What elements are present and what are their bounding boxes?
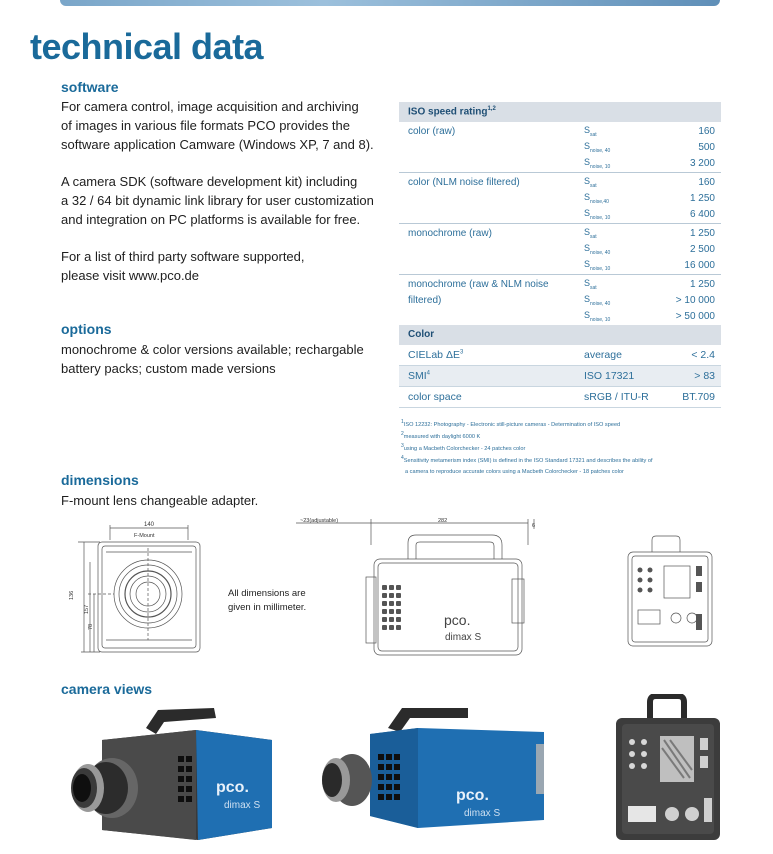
iso-row — [399, 257, 721, 273]
iso-metric-subscript: sat — [590, 233, 597, 240]
iso-metric-subscript: noise, 10 — [590, 214, 611, 221]
iso-group — [399, 275, 721, 326]
iso-table-header-sup: 1,2 — [487, 106, 496, 112]
iso-row-metric — [584, 227, 654, 240]
color-row-method: average — [584, 349, 622, 361]
front-height-3-label: 78 — [88, 623, 94, 630]
iso-row-value: > 10 000 — [675, 294, 715, 306]
color-row — [399, 366, 721, 387]
iso-metric-symbol: S — [584, 140, 591, 151]
camera-2-brand: pco. — [456, 787, 489, 804]
options-heading: options — [61, 321, 112, 337]
iso-row-label: monochrome (raw) — [408, 227, 492, 239]
software-paragraph-3 — [61, 247, 305, 285]
text-line: please visit www.pco.de — [61, 268, 200, 283]
color-row-value: > 83 — [694, 370, 715, 382]
iso-group — [399, 173, 721, 224]
footnote — [401, 465, 731, 477]
text-line: All dimensions are — [228, 588, 306, 599]
iso-row-metric — [584, 176, 654, 189]
iso-row — [399, 276, 721, 292]
iso-row-metric — [584, 141, 654, 154]
iso-metric-subscript: noise, 10 — [590, 265, 611, 272]
text-line: A camera SDK (software development kit) including — [61, 174, 358, 189]
color-row-label — [399, 349, 584, 361]
software-heading: software — [61, 79, 119, 95]
iso-row-value: 3 200 — [689, 157, 715, 169]
iso-row-value: > 50 000 — [675, 310, 715, 322]
front-view-drawing — [64, 518, 204, 662]
camera-photo-front — [66, 700, 280, 844]
front-width-label: 140 — [144, 522, 155, 528]
side-brand-label: pco. — [444, 612, 471, 628]
iso-row-metric — [584, 125, 654, 138]
options-paragraph — [61, 340, 364, 378]
iso-row — [399, 225, 721, 241]
footnote-text: measured with daylight 6000 K — [403, 433, 481, 440]
iso-metric-subscript: noise, 10 — [590, 316, 611, 323]
text-line: For a list of third party software supported, — [61, 249, 305, 264]
footnotes — [401, 418, 731, 477]
footnote-number: 3 — [401, 442, 404, 449]
camera-1-model: dimax S — [224, 800, 261, 811]
iso-metric-symbol: S — [584, 309, 591, 320]
iso-row-label: color (raw) — [408, 125, 456, 137]
color-row-method: ISO 17321 — [584, 370, 635, 382]
dimensions-note — [228, 587, 306, 615]
footnote-number: 2 — [401, 430, 404, 437]
text-line: and integration on PC platforms is available for free. — [61, 212, 361, 227]
text-line: battery packs; custom made versions — [61, 361, 276, 376]
iso-row-metric — [584, 243, 654, 256]
iso-row-label: filtered) — [408, 294, 442, 306]
text-line: of images in various file formats PCO provides the — [61, 118, 351, 133]
iso-metric-subscript: noise, 10 — [590, 163, 611, 170]
footnote-number: 1 — [401, 419, 404, 425]
color-row-label — [399, 391, 584, 403]
iso-row-metric — [584, 192, 654, 205]
iso-row-metric — [584, 294, 654, 307]
top-decorative-bar — [60, 0, 720, 6]
iso-row-value: 1 250 — [689, 227, 715, 239]
footnote — [401, 418, 731, 430]
iso-speed-table — [399, 102, 721, 326]
iso-metric-symbol: S — [584, 191, 591, 202]
color-table — [399, 325, 721, 408]
side-small-label: 6 — [532, 523, 536, 529]
iso-group — [399, 224, 721, 275]
color-label-sup: 3 — [459, 349, 464, 356]
color-row-value: BT.709 — [682, 391, 715, 403]
text-line: software application Camware (Windows XP, 7 and 8). — [61, 137, 374, 152]
color-label-sup: 4 — [426, 370, 431, 377]
iso-row-metric — [584, 259, 654, 272]
iso-row — [399, 292, 721, 308]
iso-row-metric — [584, 310, 654, 323]
camera-photo-back — [612, 694, 724, 844]
software-paragraph-2 — [61, 172, 374, 229]
text-line: given in millimeter. — [228, 602, 307, 613]
iso-metric-symbol: S — [584, 242, 591, 253]
iso-row — [399, 139, 721, 155]
color-row — [399, 387, 721, 408]
iso-row-value: 2 500 — [689, 243, 715, 255]
text-line: a 32 / 64 bit dynamic link library for user customization — [61, 193, 374, 208]
color-row-label — [399, 370, 584, 382]
iso-metric-subscript: sat — [590, 182, 597, 189]
iso-metric-symbol: S — [584, 156, 591, 167]
iso-metric-symbol: S — [584, 293, 591, 304]
iso-metric-subscript: sat — [590, 284, 597, 291]
iso-metric-symbol: S — [584, 258, 591, 269]
color-row-method: sRGB / ITU-R — [584, 391, 649, 403]
software-paragraph-1 — [61, 97, 374, 154]
page-title: technical data — [30, 26, 264, 67]
camera-views-heading: camera views — [61, 681, 153, 697]
iso-metric-symbol: S — [584, 277, 591, 288]
footnote-text: using a Macbeth Colorchecker - 24 patches color — [403, 445, 526, 452]
camera-1-brand: pco. — [216, 779, 249, 796]
iso-row-value: 500 — [698, 141, 715, 153]
iso-metric-subscript: noise, 40 — [590, 147, 611, 154]
camera-photo-side — [318, 704, 546, 830]
text-line: For camera control, image acquisition and archiving — [61, 99, 359, 114]
color-table-header: Color — [399, 325, 721, 345]
front-mount-label: F-Mount — [134, 533, 155, 539]
iso-metric-subscript: noise, 40 — [590, 249, 611, 256]
footnote-number: 4 — [401, 454, 404, 461]
iso-row-label: monochrome (raw & NLM noise — [408, 278, 549, 290]
color-label-text: CIELab ΔE — [408, 349, 460, 361]
iso-row-value: 160 — [698, 125, 715, 137]
iso-table-header — [399, 102, 721, 122]
iso-table-body — [399, 122, 721, 326]
iso-row-value: 1 250 — [689, 278, 715, 290]
back-view-drawing — [620, 530, 720, 652]
iso-metric-symbol: S — [584, 175, 591, 186]
iso-row — [399, 308, 721, 324]
iso-row — [399, 241, 721, 257]
iso-row — [399, 174, 721, 190]
vent-grille-icon — [382, 585, 401, 630]
front-height-label: 136 — [69, 590, 75, 600]
iso-row-metric — [584, 278, 654, 291]
iso-group — [399, 122, 721, 173]
footnote-text: Sensitivity metamerism index (SMI) is defined in the ISO Standard 17321 and describes the ability of — [403, 457, 653, 464]
iso-metric-subscript: noise,40 — [590, 198, 609, 205]
iso-row-metric — [584, 208, 654, 221]
iso-row-value: 16 000 — [684, 259, 715, 271]
iso-row — [399, 123, 721, 139]
camera-2-model: dimax S — [464, 808, 501, 819]
text-line: monochrome & color versions available; rechargable — [61, 342, 364, 357]
footnote-text: a camera to reproduce accurate colors using a Macbeth Colorchecker - 18 patches color — [405, 469, 624, 476]
side-length-label: 282 — [438, 518, 448, 524]
iso-row-label: color (NLM noise filtered) — [408, 176, 520, 188]
side-adjustable-label: ~23(adjustable) — [300, 518, 339, 524]
iso-metric-subscript: noise, 40 — [590, 300, 611, 307]
iso-metric-symbol: S — [584, 226, 591, 237]
iso-metric-symbol: S — [584, 124, 591, 135]
color-row-value: < 2.4 — [691, 349, 715, 361]
color-label-text: SMI — [408, 370, 427, 382]
iso-row — [399, 206, 721, 222]
dimensions-text: F-mount lens changeable adapter. — [61, 493, 259, 508]
footnote — [401, 442, 731, 454]
iso-row — [399, 190, 721, 206]
footnote — [401, 454, 731, 466]
iso-row-value: 6 400 — [689, 208, 715, 220]
iso-row — [399, 155, 721, 171]
iso-row-metric — [584, 157, 654, 170]
color-table-body — [399, 345, 721, 408]
footnote-text: ISO 12232: Photography - Electronic still-picture cameras - Determination of ISO speed — [403, 421, 621, 428]
iso-metric-subscript: sat — [590, 131, 597, 138]
side-view-drawing — [296, 515, 546, 665]
front-height-2-label: 157 — [84, 604, 90, 614]
color-label-text: color space — [408, 391, 462, 403]
footnote — [401, 430, 731, 442]
iso-metric-symbol: S — [584, 207, 591, 218]
iso-table-header-label: ISO speed rating — [408, 106, 488, 118]
color-row — [399, 345, 721, 366]
dimensions-heading: dimensions — [61, 472, 139, 488]
iso-row-value: 160 — [698, 176, 715, 188]
iso-row-value: 1 250 — [689, 192, 715, 204]
side-model-label: dimax S — [445, 632, 482, 643]
